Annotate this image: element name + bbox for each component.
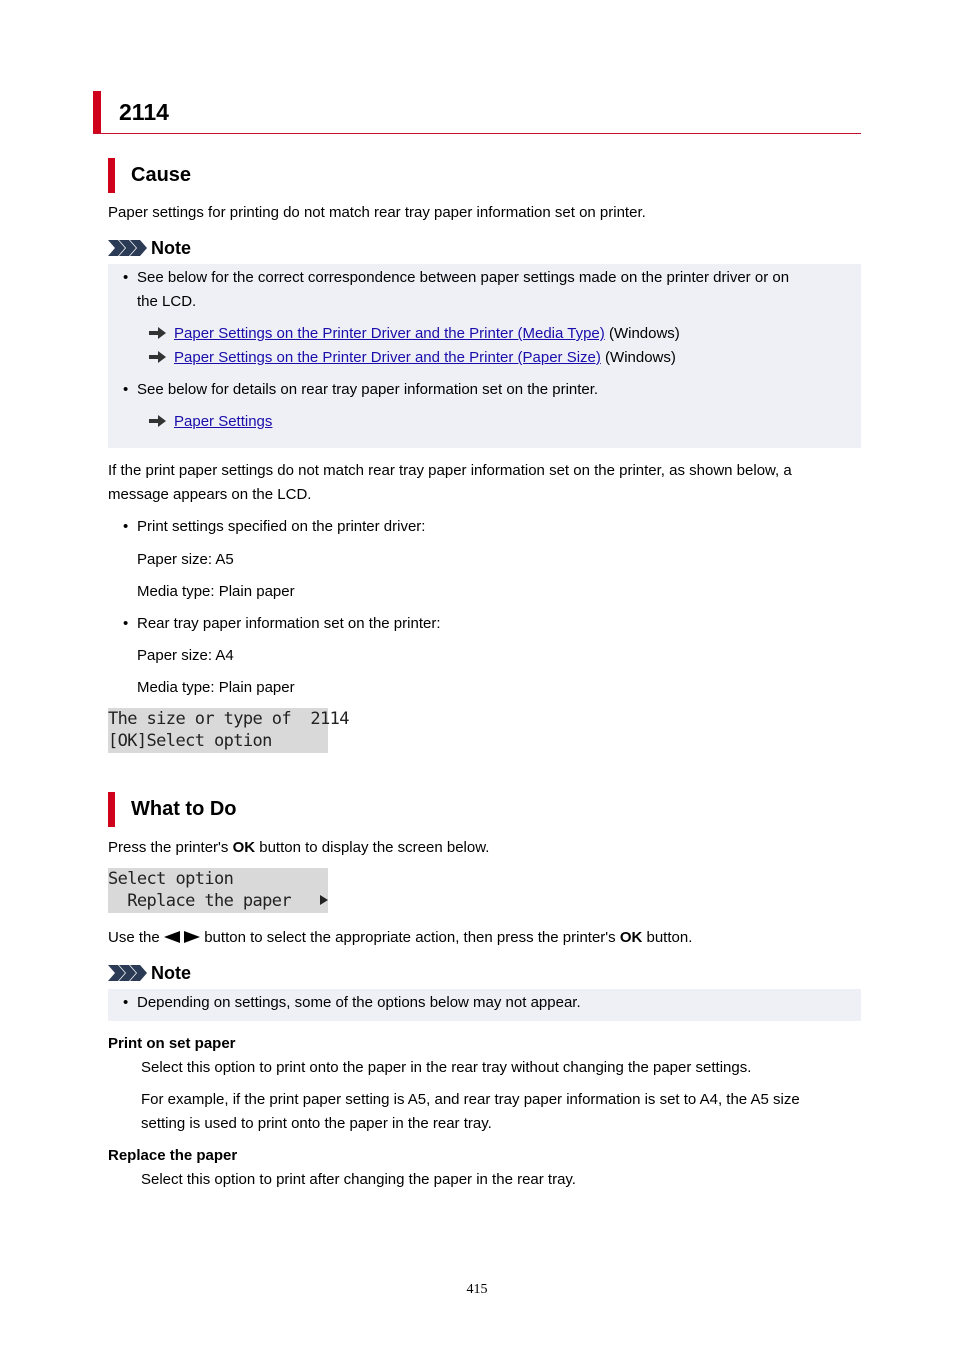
list-detail: Paper size: A5 — [137, 551, 234, 568]
note-title: Note — [151, 238, 191, 258]
note-item: • See below for details on rear tray paper information set on the printer. — [137, 378, 598, 402]
ok-label: OK — [232, 839, 256, 856]
triple-chevron-icon — [108, 239, 148, 257]
paragraph-line: message appears on the LCD. — [108, 486, 312, 503]
lcd-line: The size or type of 2114 — [108, 709, 349, 729]
list-detail: Media type: Plain paper — [137, 583, 295, 600]
note-item-line: the LCD. — [137, 293, 197, 310]
right-arrow-icon — [149, 351, 166, 363]
link-suffix: (Windows) — [605, 349, 676, 366]
option-text: Select this option to print after changing the paper in the rear tray. — [141, 1171, 576, 1188]
page-number: 415 — [466, 1282, 488, 1297]
option-example-line: For example, if the print paper setting is A5, and rear tray paper information is set to A4, the A5 size — [141, 1091, 800, 1108]
option-title: Print on set paper — [108, 1035, 236, 1052]
option-example-line: setting is used to print onto the paper in the rear tray. — [141, 1115, 492, 1132]
text-run: button. — [642, 929, 693, 946]
note-item-line: • See below for the correct correspondence between paper settings made on the printer driver or on — [137, 266, 789, 290]
note-title: Note — [151, 963, 191, 983]
text-run: Use the — [108, 929, 164, 946]
what-to-do-title: What to Do — [131, 798, 237, 820]
lcd-line: Replace the paper — [108, 891, 292, 911]
ok-label: OK — [619, 929, 643, 946]
right-arrow-icon — [149, 415, 166, 427]
list-detail: Media type: Plain paper — [137, 679, 295, 696]
text-run: button to display the screen below. — [255, 839, 490, 856]
text-run: Press the printer's — [108, 839, 233, 856]
option-text: Select this option to print onto the paper in the rear tray without changing the paper settings. — [141, 1059, 752, 1076]
triangle-right-icon — [320, 895, 328, 905]
link-row-media-type — [149, 322, 680, 346]
lcd-line: [OK]Select option — [108, 731, 272, 751]
note-heading — [108, 963, 228, 983]
text-run: button to select the appropriate action, then press the printer's — [200, 929, 620, 946]
heading-accent-bar — [93, 91, 101, 133]
section-accent-bar — [108, 792, 115, 827]
use-arrows-text — [108, 926, 692, 950]
list-item: • Print settings specified on the printer driver: — [137, 515, 425, 539]
note-item: • Depending on settings, some of the options below may not appear. — [137, 991, 581, 1015]
press-ok-text — [108, 836, 489, 860]
page-title: 2114 — [119, 99, 169, 125]
link-row-paper-settings — [149, 410, 272, 434]
left-triangle-icon — [164, 931, 180, 943]
lcd-screen-select — [108, 868, 328, 913]
cause-text: Paper settings for printing do not match rear tray paper information set on printer. — [108, 204, 646, 221]
link-row-paper-size — [149, 346, 676, 370]
section-accent-bar — [108, 158, 115, 193]
link-suffix: (Windows) — [608, 325, 680, 342]
note-heading — [108, 238, 228, 258]
list-item: • Rear tray paper information set on the printer: — [137, 612, 441, 636]
lcd-line: Select option — [108, 869, 234, 889]
paragraph-line: If the print paper settings do not match rear tray paper information set on the printer, as shown below, a — [108, 462, 792, 479]
triple-chevron-icon — [108, 964, 148, 982]
option-title: Replace the paper — [108, 1147, 238, 1164]
page-heading — [93, 91, 861, 134]
lcd-screen-error — [108, 708, 349, 753]
list-detail: Paper size: A4 — [137, 647, 234, 664]
paper-settings-link[interactable]: Paper Settings — [174, 413, 273, 430]
media-type-link[interactable]: Paper Settings on the Printer Driver and the Printer (Media Type) — [174, 325, 605, 342]
right-arrow-icon — [149, 327, 166, 339]
cause-title: Cause — [131, 164, 192, 186]
paper-size-link[interactable]: Paper Settings on the Printer Driver and the Printer (Paper Size) — [174, 349, 601, 366]
right-triangle-icon — [184, 931, 200, 943]
